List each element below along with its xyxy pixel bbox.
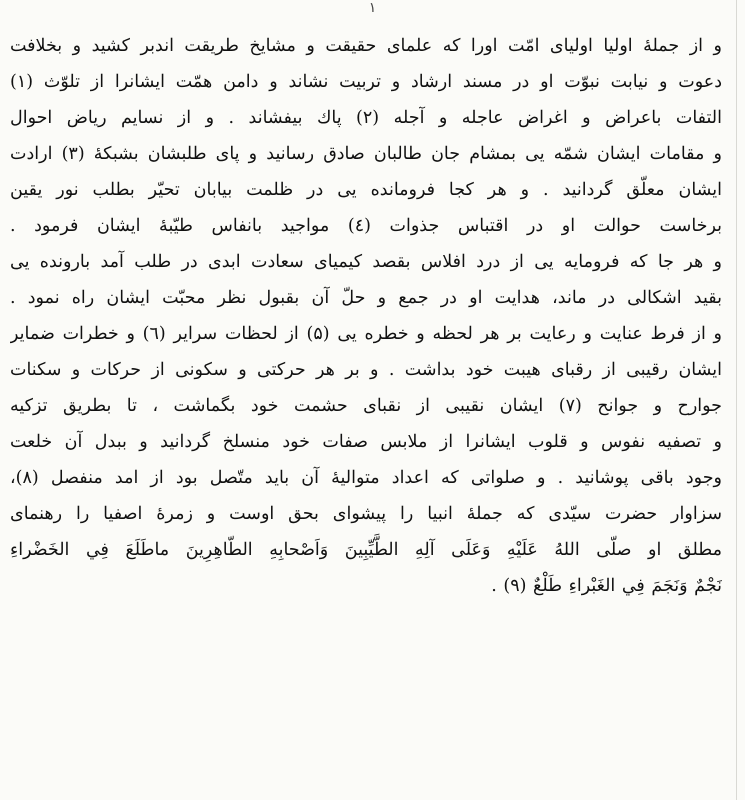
text-line: و از جملهٔ اولیا اولیای امّت اورا که علمای حقیقت و مشایخ طریقت اندبر کشید و بخلافت — [10, 36, 722, 56]
body-text — [10, 28, 722, 604]
page-number: ١ — [368, 0, 377, 16]
text-line: مطلق او صلّی اللهُ عَلَیْهِ وَعَلَى آلِهِ الطَّیِّبِینَ وَاَصْحابِهِ الطّاهِرِینَ ماطَلَعَ فِي الخَضْراءِ — [10, 540, 722, 560]
text-line: وجود باقی پوشانید . و صلواتی که اعداد متوالیهٔ آن باید متّصل بود از امد منفصل (۸)، — [10, 468, 722, 488]
text-line: التفات باعراض و اغراض عاجله و آجله (۲) پاك بیفشاند . و از نسایم ریاض احوال — [10, 108, 722, 128]
text-line: ایشان معلّق گردانید . و هر کجا فرومانده یی در ظلمت بیابان تحیّر بطلب نور یقین — [10, 180, 722, 200]
text-line: و هر جا که فرومایه یی از درد افلاس بقصد کیمیای سعادت ابدی در طلب آمد بارونده یی — [10, 252, 722, 272]
text-line: و تصفیه نفوس و قلوب ایشانرا از ملابس صفات خود منسلخ گردانید و ببدل آن خلعت — [10, 432, 722, 452]
page-edge-rule — [736, 0, 737, 800]
text-line: برخاست حوالت او در اقتباس جذوات (٤) مواجید بانفاس طیّبهٔ ایشان فرمود . — [10, 216, 722, 236]
text-line: نَجْمٌ وَنَجَمَ فِي الغَبْراءِ طَلْعٌ (۹) . — [491, 576, 722, 596]
text-line: ایشان رقیبی از رقبای هیبت خود بداشت . و بر هر حرکتی و سکونی از حرکات و سکنات — [10, 360, 722, 380]
text-line: سزاوار حضرت سیّدی که جملهٔ انبیا را پیشوای بحق اوست و زمرهٔ اصفیا را رهنمای — [10, 504, 722, 524]
text-line: و از فرط عنایت و رعایت بر هر لحظه و خطره یی (۵) از لحظات سرایر (٦) و خطرات ضمایر — [10, 324, 722, 344]
text-line: دعوت و نیابت نبوّت او در مسند ارشاد و تربیت نشاند و دامن همّت ایشانرا از تلوّث (۱) — [10, 72, 722, 92]
text-line: جوارح و جوانح (۷) ایشان نقیبی از نقبای حشمت خود بگماشت ، تا بطریق تزکیه — [10, 396, 722, 416]
text-line: بقید اشکالی در ماند، هدایت او در جمع و حلّ آن بقبول نظر محبّت ایشان راه نمود . — [10, 288, 722, 308]
text-line: و مقامات ایشان شمّه یی بمشام جان طالبان صادق رسانید و پای طلبشان بشبکهٔ (۳) ارادت — [10, 144, 722, 164]
